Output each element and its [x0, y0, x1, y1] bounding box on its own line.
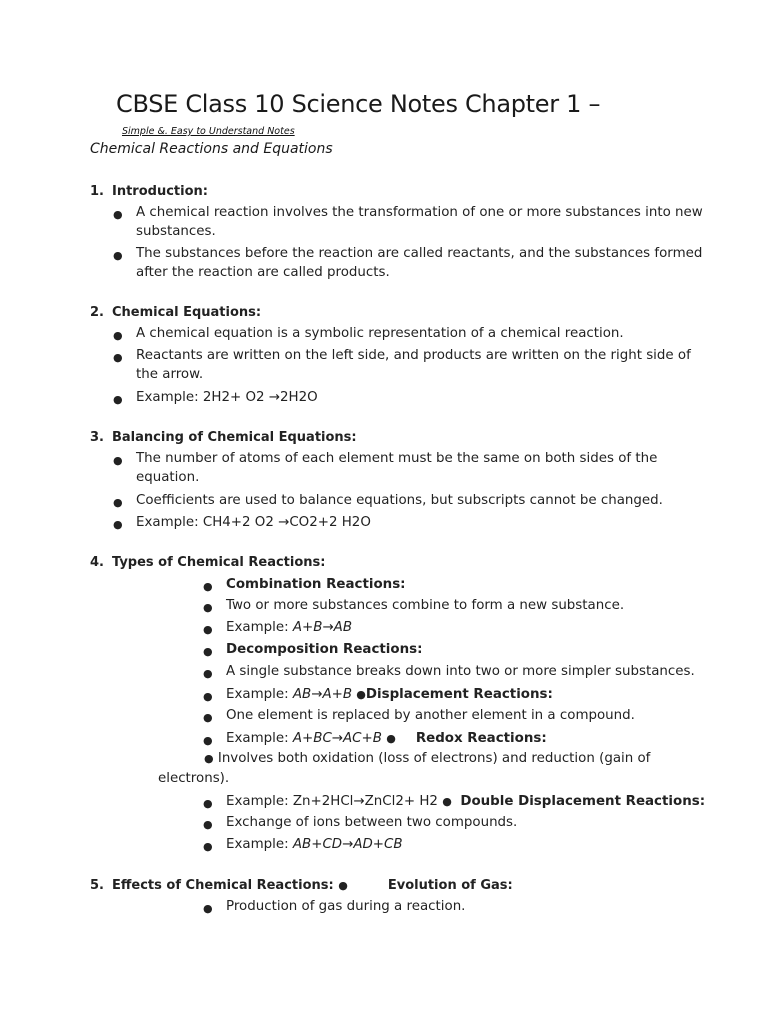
- body-line: after the reaction are called products.: [136, 265, 390, 280]
- body-line: A chemical equation is a symbolic representation of a chemical reaction.: [136, 326, 624, 341]
- bullet-icon: ●: [203, 601, 213, 614]
- body-line: Two or more substances combine to form a new substance.: [226, 598, 625, 613]
- body-line: The number of atoms of each element must be the same on both sides of the: [136, 451, 658, 466]
- bullet-icon: ●: [203, 902, 213, 915]
- example-line: Example: Zn+2HCl→ZnCl2+ H2 ● Double Displacement Reactions:: [226, 794, 706, 809]
- bullet-icon: ●: [203, 797, 213, 810]
- body-line: equation.: [136, 470, 200, 485]
- page-subtitle: Simple &. Easy to Understand Notes: [122, 126, 295, 137]
- section-heading-balancing: 3. Balancing of Chemical Equations:: [90, 430, 357, 445]
- body-line: substances.: [136, 224, 216, 239]
- bullet-icon: ●: [203, 667, 213, 680]
- bullet-icon: ●: [203, 734, 213, 747]
- bullet-icon: ●: [203, 690, 213, 703]
- bullet-icon: ●: [113, 329, 123, 342]
- body-line: Exchange of ions between two compounds.: [226, 815, 518, 830]
- body-line-justified: ● Involves both oxidation (loss of electrons) and reduction (gain of: [204, 751, 651, 766]
- bullet-icon: ●: [113, 249, 123, 262]
- body-line: Example: CH4+2 O2 →CO2+2 H2O: [136, 515, 371, 530]
- section-heading-effects: 5. Effects of Chemical Reactions: ● Evolution of Gas:: [90, 878, 513, 893]
- bullet-icon: ●: [203, 840, 213, 853]
- body-line: One element is replaced by another element in a compound.: [226, 708, 635, 723]
- bullet-icon: ●: [113, 454, 123, 467]
- section-heading-introduction: 1. Introduction:: [90, 184, 208, 199]
- subheading-combination: Combination Reactions:: [226, 577, 406, 592]
- bullet-icon: ●: [113, 208, 123, 221]
- body-line: Production of gas during a reaction.: [226, 899, 466, 914]
- bullet-icon: ●: [113, 351, 123, 364]
- bullet-icon: ●: [113, 393, 123, 406]
- bullet-icon: ●: [113, 518, 123, 531]
- body-line: A chemical reaction involves the transformation of one or more substances into new: [136, 205, 703, 220]
- bullet-icon: ●: [203, 623, 213, 636]
- section-heading-chemical-equations: 2. Chemical Equations:: [90, 305, 262, 320]
- section-heading-types: 4. Types of Chemical Reactions:: [90, 555, 326, 570]
- bullet-icon: ●: [203, 818, 213, 831]
- example-line: Example: AB→A+B ●Displacement Reactions:: [226, 687, 553, 702]
- body-line: the arrow.: [136, 367, 204, 382]
- chapter-heading: Chemical Reactions and Equations: [90, 141, 333, 157]
- body-line: Reactants are written on the left side, and products are written on the right side of: [136, 348, 691, 363]
- bullet-icon: ●: [203, 645, 213, 658]
- example-line: Example: A+B→AB: [226, 620, 353, 635]
- body-line: Coefficients are used to balance equations, but subscripts cannot be changed.: [136, 493, 663, 508]
- body-line: A single substance breaks down into two or more simpler substances.: [226, 664, 695, 679]
- subheading-decomposition: Decomposition Reactions:: [226, 642, 423, 657]
- page-title: CBSE Class 10 Science Notes Chapter 1 –: [116, 90, 601, 118]
- body-line: electrons).: [158, 771, 230, 786]
- bullet-icon: ●: [203, 711, 213, 724]
- example-line: Example: AB+CD→AD+CB: [226, 837, 403, 852]
- bullet-icon: ●: [203, 580, 213, 593]
- body-line: Example: 2H2+ O2 →2H2O: [136, 390, 318, 405]
- example-line: Example: A+BC→AC+B ● Redox Reactions:: [226, 731, 547, 746]
- bullet-icon: ●: [113, 496, 123, 509]
- body-line: The substances before the reaction are called reactants, and the substances formed: [136, 246, 703, 261]
